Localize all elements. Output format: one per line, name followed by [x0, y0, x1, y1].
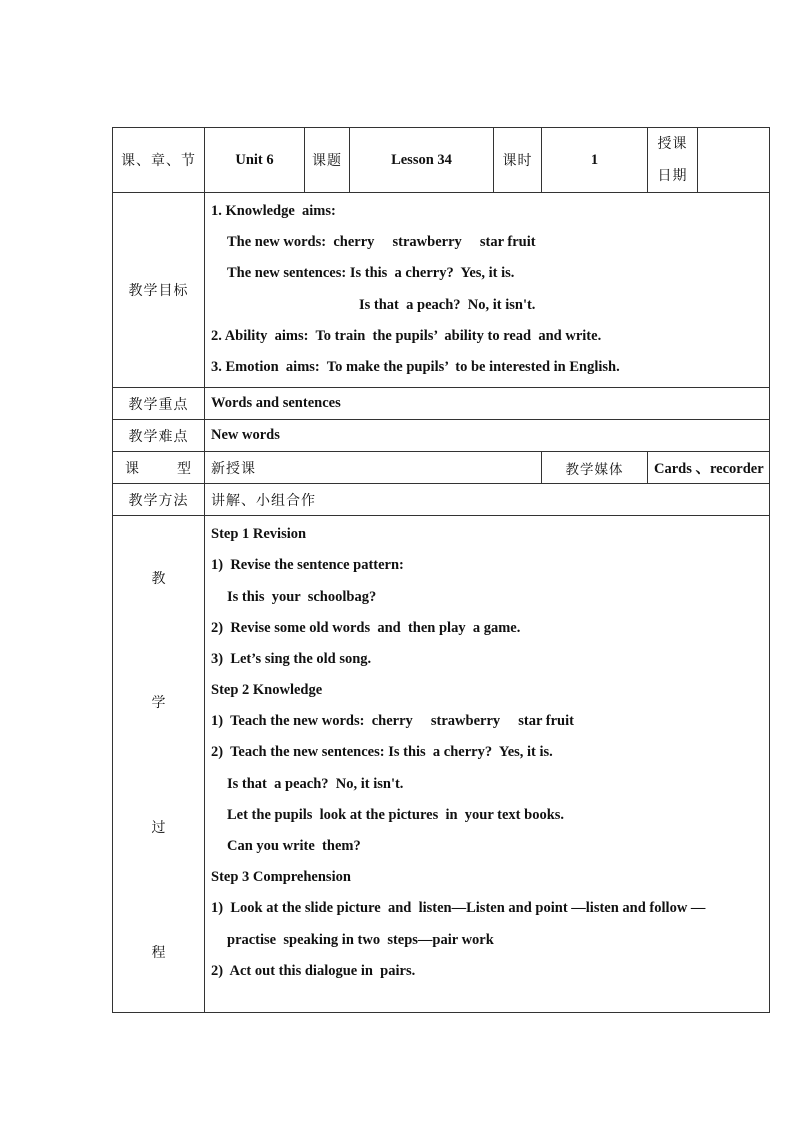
process-line: 2) Revise some old words and then play a game.	[211, 619, 521, 636]
process-content	[205, 516, 770, 1013]
date-label	[648, 128, 698, 193]
media-label: 教学媒体	[542, 452, 648, 484]
difficulties-row	[113, 420, 770, 452]
date-label-line-2: 日期	[657, 168, 688, 184]
difficulties-label: 教学难点	[113, 420, 205, 452]
process-line: Step 2 Knowledge	[211, 682, 323, 699]
objective-line: The new words: cherry strawberry star fruit	[227, 234, 536, 251]
key-points-label: 教学重点	[113, 388, 205, 420]
lesson-type-row	[113, 452, 770, 484]
process-line: Can you write them?	[227, 838, 361, 854]
section-label: 课、章、节	[113, 128, 205, 193]
methods-row	[113, 484, 770, 516]
objectives-label: 教学目标	[113, 193, 205, 388]
key-points-value: Words and sentences	[205, 388, 770, 420]
period-label: 课时	[494, 128, 542, 193]
period-value: 1	[542, 128, 648, 193]
process-line: 1) Revise the sentence pattern:	[211, 557, 404, 574]
process-label-char: 过	[151, 820, 167, 837]
objective-line: 1. Knowledge aims:	[211, 203, 336, 219]
process-label-char: 学	[151, 695, 167, 712]
process-label-char: 程	[151, 945, 167, 962]
process-line: 1) Teach the new words: cherry strawberry star fruit	[211, 713, 574, 730]
unit-value: Unit 6	[205, 128, 305, 193]
objective-line: The new sentences: Is this a cherry? Yes, it is.	[227, 265, 515, 282]
objective-line: 2. Ability aims: To train the pupils’ ability to read and write.	[211, 327, 602, 344]
process-line: 1) Look at the slide picture and listen—Listen and point —listen and follow —	[211, 900, 706, 917]
process-line: Let the pupils look at the pictures in your text books.	[227, 806, 565, 823]
methods-label: 教学方法	[113, 484, 205, 516]
objective-line: 3. Emotion aims: To make the pupils’ to be interested in English.	[211, 358, 620, 375]
lesson-value: Lesson 34	[350, 128, 494, 193]
process-line: Is that a peach? No, it isn't.	[227, 775, 404, 792]
date-value	[698, 128, 770, 193]
header-row	[113, 128, 770, 193]
methods-value: 讲解、小组合作	[205, 484, 770, 516]
topic-label: 课题	[305, 128, 350, 193]
key-points-row	[113, 388, 770, 420]
lesson-type-label-a: 课	[125, 460, 140, 477]
process-line: Step 1 Revision	[211, 526, 307, 543]
objectives-row	[113, 193, 770, 388]
process-label	[113, 516, 205, 1013]
lesson-type-label-b: 型	[177, 460, 192, 477]
date-label-line-1: 授课	[657, 136, 688, 152]
process-label-char: 教	[151, 571, 167, 588]
objectives-content	[205, 193, 770, 388]
lesson-type-label	[113, 452, 205, 484]
process-line: Step 3 Comprehension	[211, 869, 351, 886]
lesson-type-value: 新授课	[205, 452, 542, 484]
process-line: 3) Let’s sing the old song.	[211, 650, 372, 667]
process-line: practise speaking in two steps—pair work	[227, 931, 494, 948]
process-line: Is this your schoolbag?	[227, 588, 377, 605]
lesson-plan-table	[112, 127, 770, 1013]
objective-line: Is that a peach? No, it isn't.	[359, 296, 536, 313]
difficulties-value: New words	[205, 420, 770, 452]
process-line: 2) Act out this dialogue in pairs.	[211, 962, 416, 979]
process-line: 2) Teach the new sentences: Is this a cherry? Yes, it is.	[211, 744, 553, 761]
media-value: Cards 、recorder	[648, 452, 770, 484]
process-row	[113, 516, 770, 1013]
